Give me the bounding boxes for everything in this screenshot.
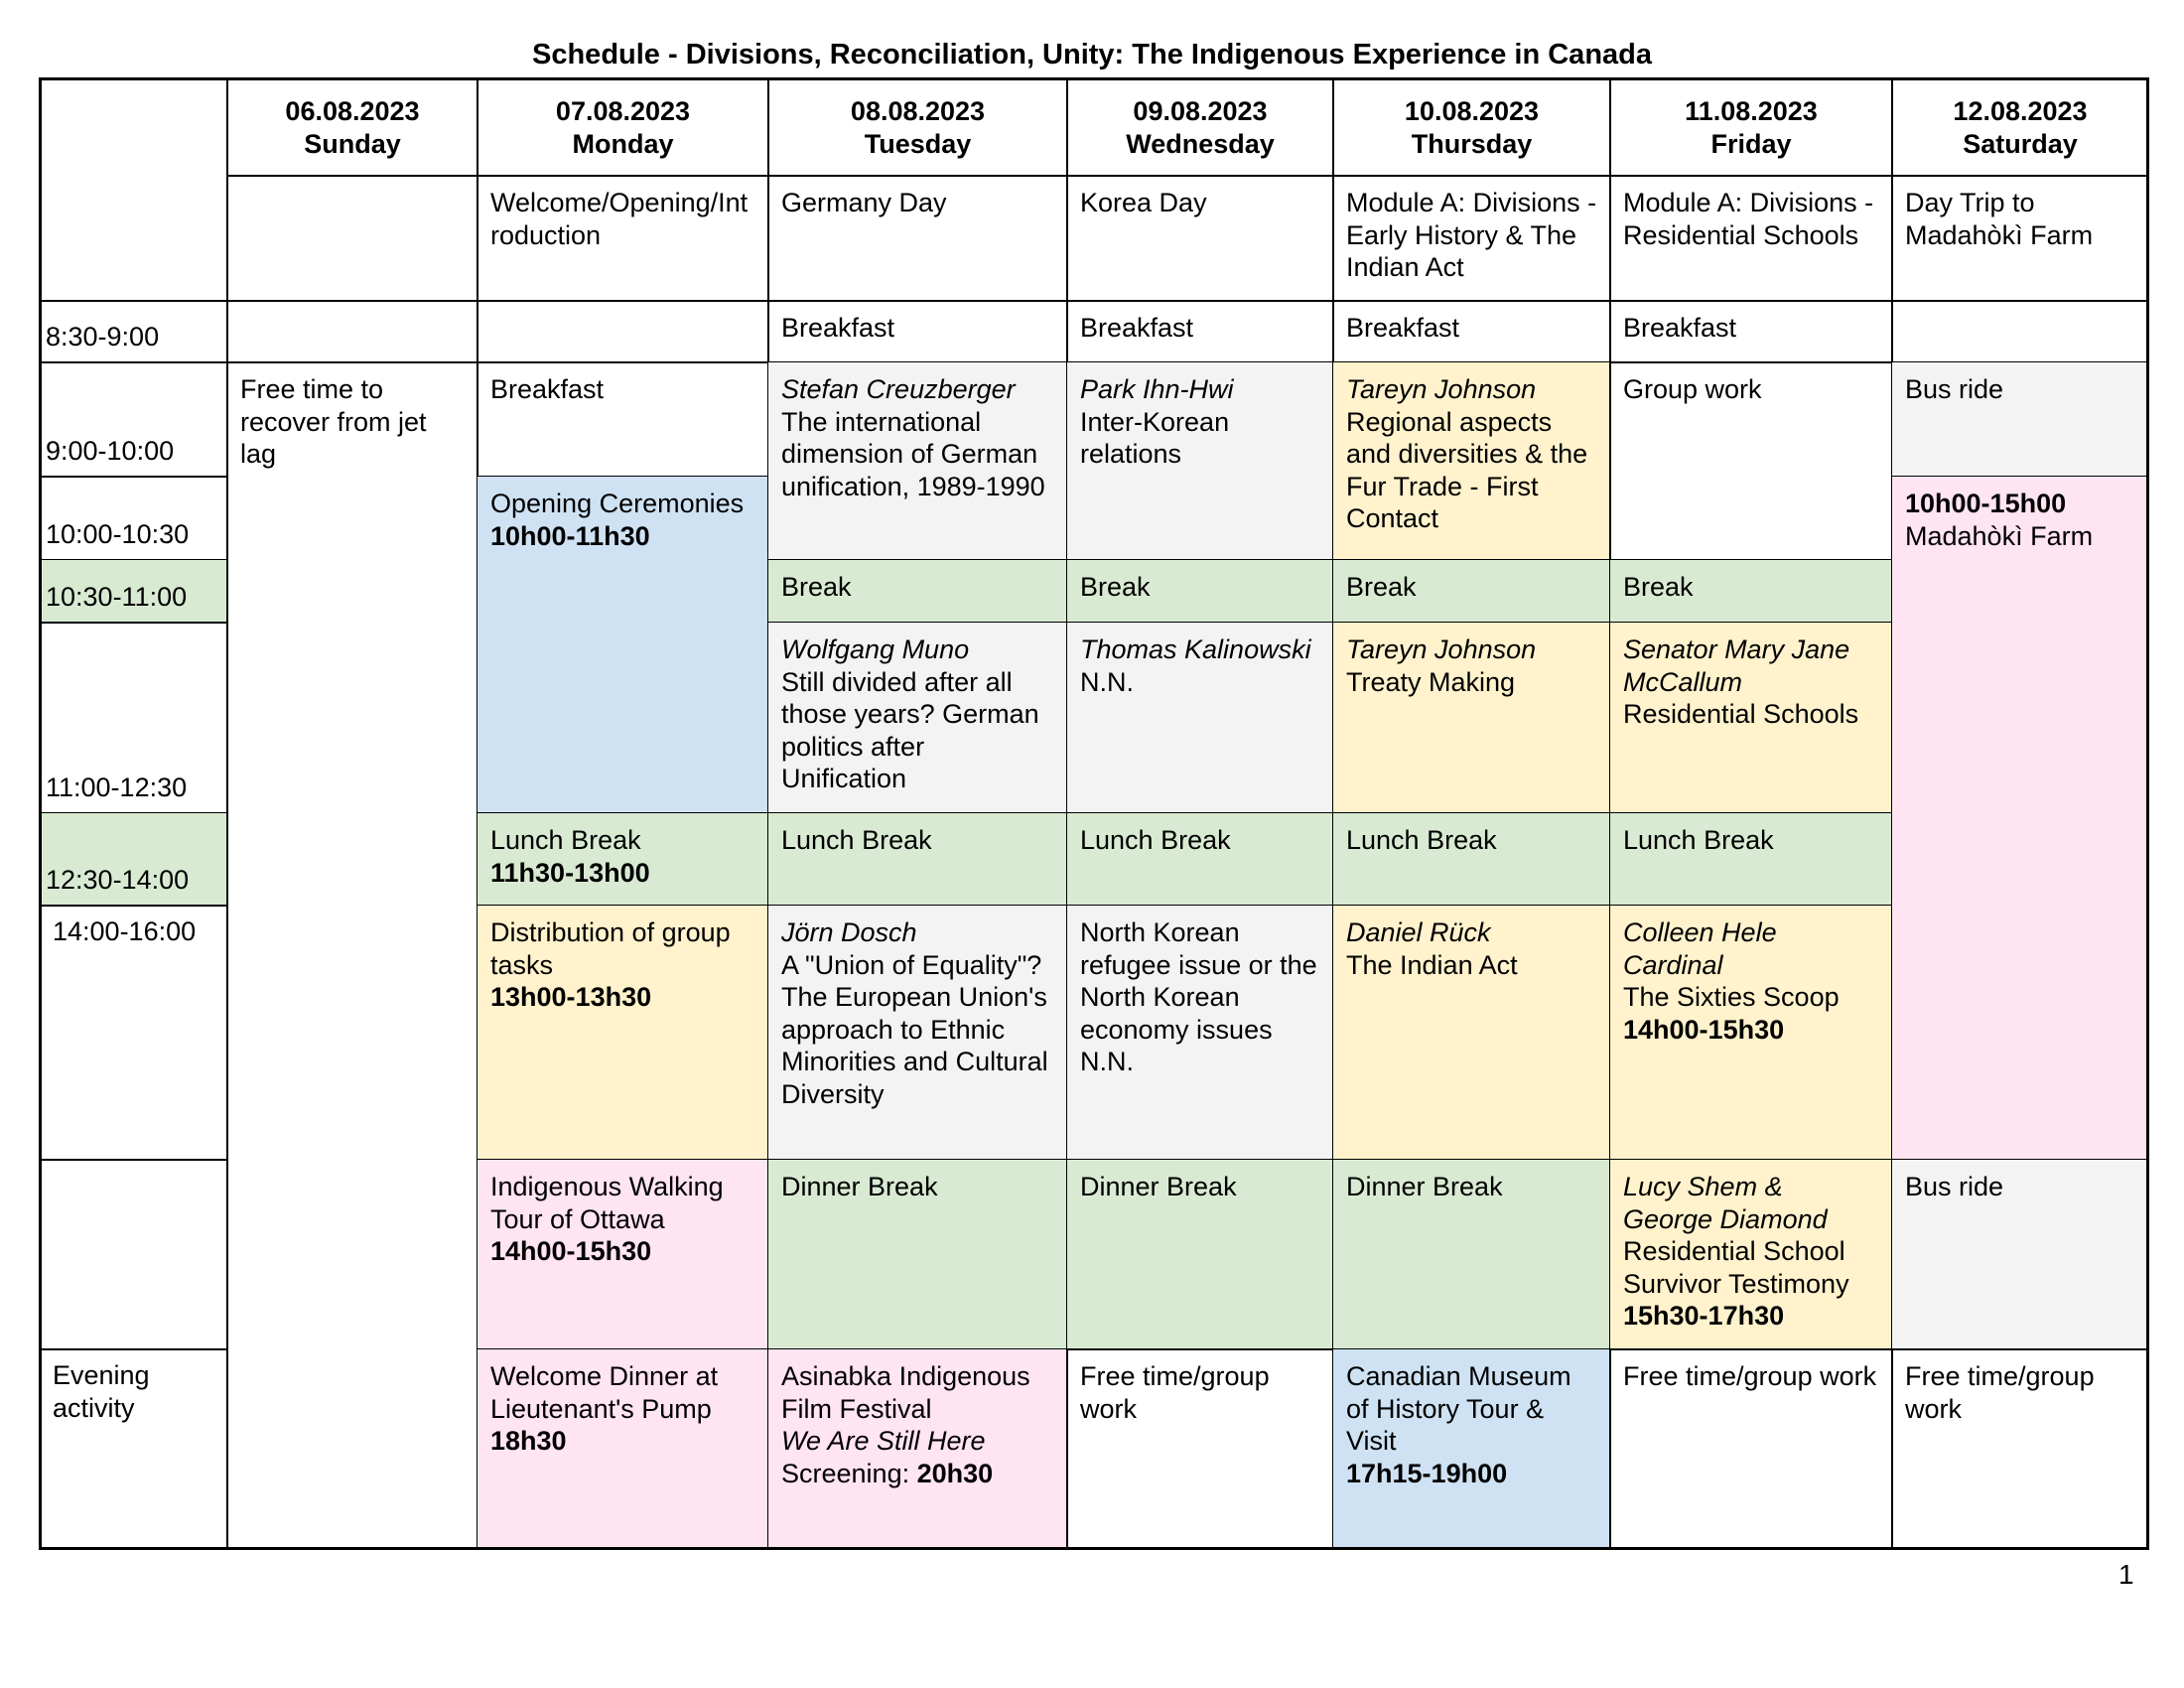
- theme-monday: Welcome/Opening/Introduction: [477, 175, 769, 302]
- header-monday: [477, 77, 769, 177]
- friday-evening: Free time/group work: [1609, 1348, 1893, 1550]
- time-1100-label: 11:00-12:30: [46, 772, 188, 802]
- testimony-speakers: Lucy Shem & George Diamond: [1623, 1172, 1828, 1234]
- wednesday-talk1-topic: Inter-Korean relations: [1080, 406, 1230, 469]
- header-wednesday: [1066, 77, 1334, 177]
- time-1030-label: 10:30-11:00: [46, 581, 188, 612]
- welcome-dinner-time: 18h30: [490, 1426, 567, 1456]
- theme-friday: Module A: Divisions - Residential Schools: [1609, 175, 1893, 302]
- theme-sunday: [226, 175, 478, 302]
- thursday-museum-visit: [1332, 1348, 1611, 1550]
- friday-talk3: [1609, 905, 1893, 1161]
- friday-talk2-speaker: Senator Mary Jane McCallum: [1623, 634, 1850, 697]
- friday-lunch: Lunch Break: [1609, 812, 1893, 907]
- thursday-break: Break: [1332, 559, 1611, 624]
- date-saturday: 12.08.2023: [1953, 96, 2088, 126]
- header-tuesday: [767, 77, 1068, 177]
- wednesday-talk3: [1066, 905, 1334, 1161]
- time-0900-label: 9:00-10:00: [46, 435, 175, 466]
- tuesday-lunch: Lunch Break: [767, 812, 1068, 907]
- film-festival-title: Asinabka Indigenous Film Festival: [781, 1361, 1030, 1424]
- time-evening: [39, 1348, 228, 1550]
- screening-time: 20h30: [916, 1458, 994, 1488]
- saturday-0830: [1891, 300, 2149, 363]
- testimony-topic: Residential School Survivor Testimony: [1623, 1236, 1849, 1299]
- monday-lunch-title: Lunch Break: [490, 825, 641, 855]
- monday-opening-ceremonies: [477, 476, 769, 814]
- wednesday-evening: Free time/group work: [1066, 1348, 1334, 1550]
- friday-talk2-topic: Residential Schools: [1623, 699, 1859, 729]
- theme-wednesday: Korea Day: [1066, 175, 1334, 302]
- date-wednesday: 09.08.2023: [1133, 96, 1268, 126]
- wednesday-breakfast: Breakfast: [1066, 300, 1334, 363]
- wednesday-talk2-topic: N.N.: [1080, 666, 1134, 697]
- walking-tour-title: Indigenous Walking Tour of Ottawa: [490, 1172, 724, 1234]
- header-saturday: [1891, 77, 2149, 177]
- farm-time: 10h00-15h00: [1905, 489, 2067, 518]
- tuesday-talk3: [767, 905, 1068, 1161]
- friday-group-work: Group work: [1609, 361, 1893, 561]
- friday-talk3-time: 14h00-15h30: [1623, 1014, 1785, 1045]
- friday-talk2: [1609, 622, 1893, 814]
- monday-0830: [477, 300, 769, 363]
- time-1400: [39, 905, 228, 1161]
- page-title: Schedule - Divisions, Reconciliation, Unity: The Indigenous Experience in Canada: [532, 39, 1652, 70]
- walking-tour-time: 14h00-15h30: [490, 1236, 652, 1266]
- time-evening-label: Evening activity: [53, 1360, 150, 1423]
- day-saturday: Saturday: [1963, 128, 2078, 159]
- tuesday-talk3-speaker: Jörn Dosch: [781, 917, 917, 947]
- thursday-talk1: [1332, 361, 1611, 561]
- saturday-bus-ride-2: Bus ride: [1891, 1159, 2149, 1350]
- page-number: 1: [2118, 1559, 2134, 1590]
- tuesday-breakfast: Breakfast: [767, 300, 1068, 363]
- header-sunday: [226, 77, 478, 177]
- saturday-evening: Free time/group work: [1891, 1348, 2149, 1550]
- thursday-talk2-speaker: Tareyn Johnson: [1346, 634, 1537, 664]
- day-sunday: Sunday: [304, 128, 401, 159]
- tuesday-talk2-topic: Still divided after all those years? German politics after Unification: [781, 666, 1039, 793]
- thursday-talk1-topic: Regional aspects and diversities & the Fur Trade - First Contact: [1346, 406, 1588, 533]
- time-0830: [39, 300, 228, 363]
- saturday-farm-visit: [1891, 476, 2149, 1161]
- museum-time: 17h15-19h00: [1346, 1458, 1508, 1488]
- thursday-talk2-topic: Treaty Making: [1346, 666, 1516, 697]
- friday-testimony: [1609, 1159, 1893, 1350]
- wednesday-talk3-topic: North Korean refugee issue or the North Korean economy issues: [1080, 917, 1317, 1045]
- tuesday-talk2: [767, 622, 1068, 814]
- date-friday: 11.08.2023: [1685, 96, 1818, 126]
- theme-thursday: Module A: Divisions - Early History & The Indian Act: [1332, 175, 1611, 302]
- monday-lunch-time: 11h30-13h00: [490, 857, 650, 888]
- time-1400-label: 14:00-16:00: [53, 916, 197, 946]
- distribution-title: Distribution of group tasks: [490, 917, 731, 980]
- thursday-lunch: Lunch Break: [1332, 812, 1611, 907]
- header-friday: [1609, 77, 1893, 177]
- wednesday-talk2: [1066, 622, 1334, 814]
- sunday-free-time: Free time to recover from jet lag: [226, 361, 478, 1550]
- thursday-talk3-speaker: Daniel Rück: [1346, 917, 1491, 947]
- thursday-talk2: [1332, 622, 1611, 814]
- wednesday-dinner: Dinner Break: [1066, 1159, 1334, 1350]
- saturday-bus-ride-1: Bus ride: [1891, 361, 2149, 478]
- friday-talk3-topic: The Sixties Scoop: [1623, 982, 1840, 1012]
- tuesday-talk3-topic: A "Union of Equality"? The European Union's approach to Ethnic Minorities and Cultural Diversity: [781, 949, 1048, 1109]
- friday-breakfast: Breakfast: [1609, 300, 1893, 363]
- opening-time: 10h00-11h30: [490, 520, 650, 551]
- corner-cell: [39, 77, 228, 302]
- tuesday-break: Break: [767, 559, 1068, 624]
- time-0830-label: 8:30-9:00: [46, 321, 160, 352]
- wednesday-lunch: Lunch Break: [1066, 812, 1334, 907]
- monday-breakfast: Breakfast: [477, 361, 769, 478]
- tuesday-talk1-topic: The international dimension of German unification, 1989-1990: [781, 406, 1045, 501]
- screening-line: [781, 1458, 1054, 1490]
- monday-welcome-dinner: [477, 1348, 769, 1550]
- friday-talk3-speaker: Colleen Hele Cardinal: [1623, 917, 1777, 980]
- welcome-dinner-title: Welcome Dinner at Lieutenant's Pump: [490, 1361, 719, 1424]
- day-tuesday: Tuesday: [864, 128, 972, 159]
- date-sunday: 06.08.2023: [285, 96, 420, 126]
- monday-distribution: [477, 905, 769, 1161]
- tuesday-talk1-speaker: Stefan Creuzberger: [781, 374, 1016, 404]
- thursday-breakfast: Breakfast: [1332, 300, 1611, 363]
- opening-title: Opening Ceremonies: [490, 489, 745, 518]
- tuesday-dinner: Dinner Break: [767, 1159, 1068, 1350]
- time-1100: [39, 622, 228, 814]
- time-dinner: [39, 1159, 228, 1350]
- sunday-0830: [226, 300, 478, 363]
- wednesday-break: Break: [1066, 559, 1334, 624]
- testimony-time: 15h30-17h30: [1623, 1301, 1785, 1331]
- film-title: We Are Still Here: [781, 1426, 986, 1456]
- wednesday-talk1-speaker: Park Ihn-Hwi: [1080, 374, 1234, 404]
- museum-title: Canadian Museum of History Tour & Visit: [1346, 1361, 1571, 1456]
- friday-break: Break: [1609, 559, 1893, 624]
- tuesday-talk2-speaker: Wolfgang Muno: [781, 634, 970, 664]
- time-1030: [39, 559, 228, 624]
- day-thursday: Thursday: [1411, 128, 1533, 159]
- time-1000: [39, 476, 228, 561]
- time-1230: [39, 812, 228, 907]
- monday-lunch: [477, 812, 769, 907]
- thursday-talk3-topic: The Indian Act: [1346, 949, 1518, 980]
- wednesday-talk3-speaker: N.N.: [1080, 1047, 1134, 1076]
- thursday-talk1-speaker: Tareyn Johnson: [1346, 374, 1537, 404]
- farm-title: Madahòkì Farm: [1905, 520, 2094, 551]
- header-thursday: [1332, 77, 1611, 177]
- wednesday-talk2-speaker: Thomas Kalinowski: [1080, 634, 1311, 664]
- time-1230-label: 12:30-14:00: [46, 864, 190, 895]
- wednesday-talk1: [1066, 361, 1334, 561]
- screening-label: Screening:: [781, 1458, 917, 1488]
- tuesday-talk1: [767, 361, 1068, 561]
- day-wednesday: Wednesday: [1126, 128, 1275, 159]
- distribution-time: 13h00-13h30: [490, 982, 652, 1012]
- day-friday: Friday: [1710, 128, 1792, 159]
- tuesday-film-festival: [767, 1348, 1068, 1550]
- date-tuesday: 08.08.2023: [850, 96, 986, 126]
- theme-saturday: Day Trip to Madahòkì Farm: [1891, 175, 2149, 302]
- date-thursday: 10.08.2023: [1404, 96, 1540, 126]
- time-1000-label: 10:00-10:30: [46, 518, 190, 549]
- date-monday: 07.08.2023: [555, 96, 691, 126]
- theme-tuesday: Germany Day: [767, 175, 1068, 302]
- day-monday: Monday: [572, 128, 674, 159]
- time-0900: [39, 361, 228, 478]
- monday-walking-tour: [477, 1159, 769, 1350]
- thursday-dinner: Dinner Break: [1332, 1159, 1611, 1350]
- thursday-talk3: [1332, 905, 1611, 1161]
